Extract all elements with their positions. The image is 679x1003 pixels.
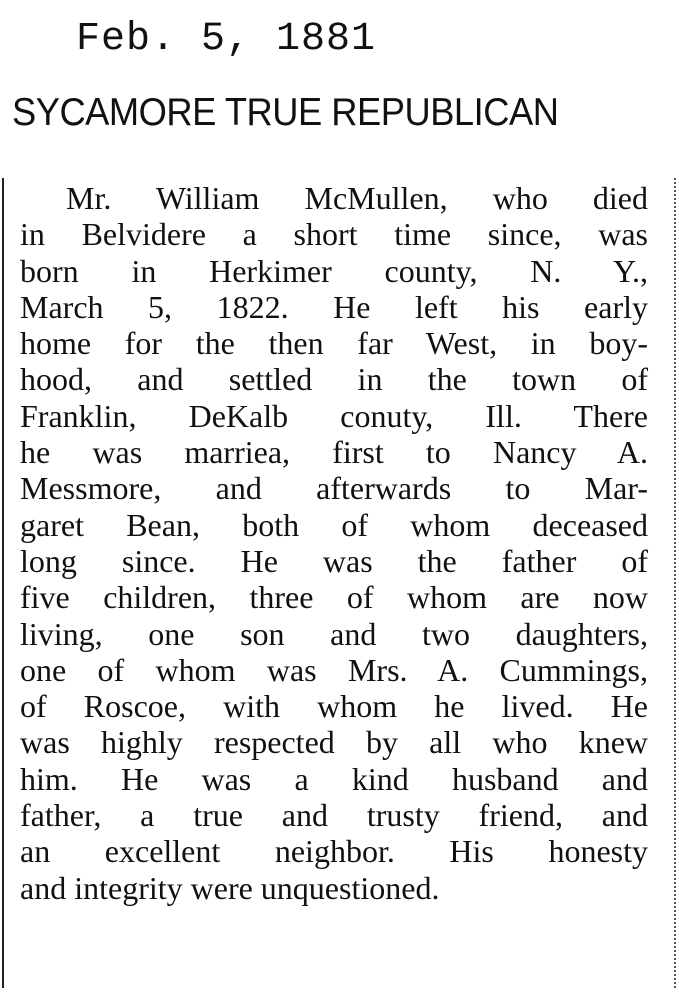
obituary-article — [20, 180, 648, 906]
article-line: Messmore, and afterwards to Mar- — [20, 470, 648, 507]
article-line: and integrity were unquestioned. — [20, 869, 440, 906]
article-line: father, a true and trusty friend, and — [20, 797, 648, 834]
article-line: born in Herkimer county, N. Y., — [20, 252, 648, 289]
article-line: five children, three of whom are now — [20, 579, 648, 616]
article-line: was highly respected by all who knew — [20, 724, 648, 761]
column-rule-right — [674, 178, 676, 988]
article-line: living, one son and two daughters, — [20, 615, 648, 652]
article-line: he was marriea, first to Nancy A. — [20, 434, 648, 471]
column-rule-left — [2, 178, 4, 988]
article-line: one of whom was Mrs. A. Cummings, — [20, 651, 648, 688]
clipping-date: Feb. 5, 1881 — [76, 17, 377, 62]
article-line: Mr. William McMullen, who died — [66, 180, 648, 216]
article-line: home for the then far West, in boy- — [20, 325, 648, 362]
article-line: an excellent neighbor. His honesty — [20, 833, 648, 870]
article-line: him. He was a kind husband and — [20, 760, 648, 797]
article-line: of Roscoe, with whom he lived. He — [20, 688, 648, 725]
article-line: hood, and settled in the town of — [20, 361, 648, 398]
article-line: Franklin, DeKalb conuty, Ill. There — [20, 397, 648, 434]
article-line: March 5, 1822. He left his early — [20, 288, 648, 325]
article-line: garet Bean, both of whom deceased — [20, 506, 648, 543]
newspaper-name: SYCAMORE TRUE REPUBLICAN — [12, 91, 559, 134]
article-line: long since. He was the father of — [20, 542, 648, 579]
article-line: in Belvidere a short time since, was — [20, 216, 648, 253]
